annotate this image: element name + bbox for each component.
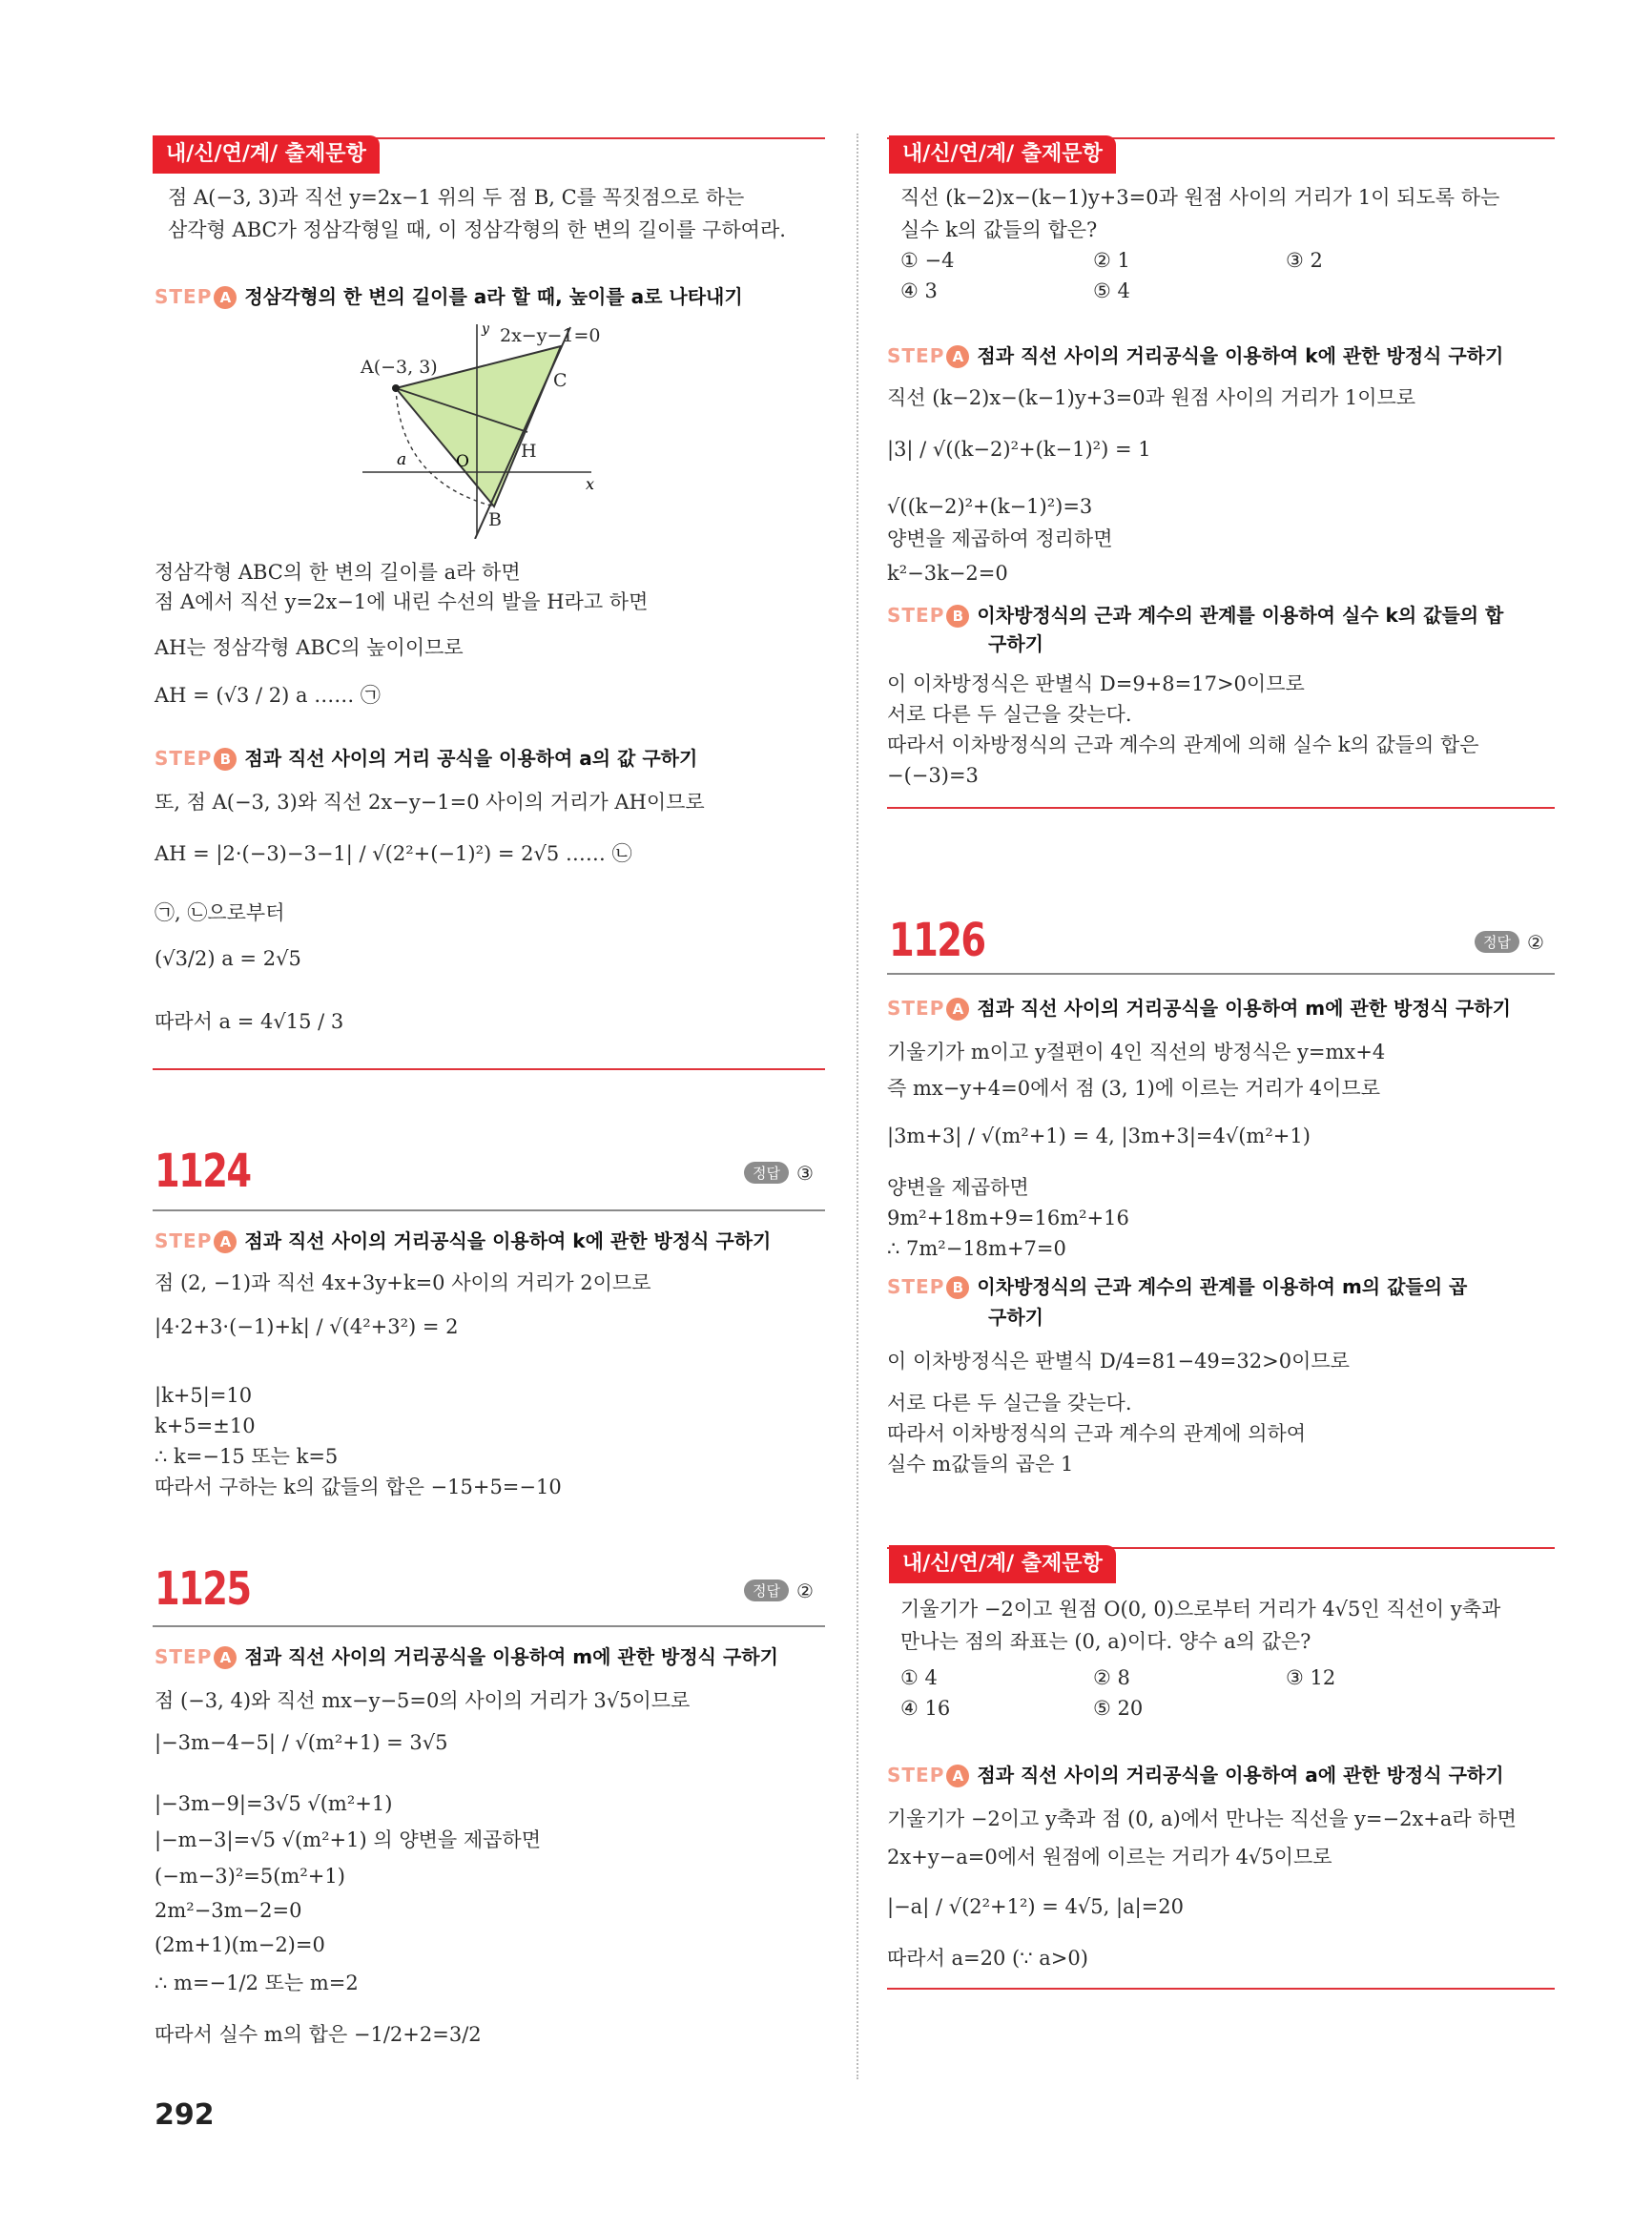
point-a bbox=[392, 384, 400, 392]
solution-text: AH = (√3 / 2) a …… ㉠ bbox=[155, 684, 381, 707]
problem-number: 1126 bbox=[889, 914, 985, 967]
solution-text: 점 (−3, 4)와 직선 mx−y−5=0의 사이의 거리가 3√5이므로 bbox=[155, 1689, 691, 1712]
figure-point-a-label: A(−3, 3) bbox=[361, 357, 438, 378]
answer-value: ② bbox=[1526, 931, 1544, 954]
solution-text: |4·2+3·(−1)+k| / √(4²+3²) = 2 bbox=[155, 1315, 459, 1338]
solution-text: 따라서 실수 m의 합은 −1/2+2=3/2 bbox=[155, 2023, 482, 2046]
choice: ③ 12 bbox=[1286, 1666, 1336, 1689]
solution-text: 2m²−3m−2=0 bbox=[155, 1899, 302, 1922]
step-label: STEP bbox=[887, 344, 945, 367]
answer-pill: 정답 bbox=[744, 1162, 789, 1184]
step-title: 점과 직선 사이의 거리공식을 이용하여 m에 관한 방정식 구하기 bbox=[244, 1645, 778, 1668]
section-tag: 내/신/연/계/ 출제문항 bbox=[153, 135, 380, 174]
solution-text: 서로 다른 두 실근을 갖는다. bbox=[887, 1392, 1132, 1414]
step-heading bbox=[155, 282, 743, 311]
step-circle: A bbox=[946, 998, 969, 1021]
step-title: 점과 직선 사이의 거리공식을 이용하여 a에 관한 방정식 구하기 bbox=[977, 1764, 1504, 1786]
answer-badge bbox=[744, 1580, 814, 1602]
choice: ① 4 bbox=[900, 1666, 938, 1689]
step-label: STEP bbox=[887, 1275, 945, 1298]
solution-text: (√3/2) a = 2√5 bbox=[155, 947, 301, 970]
section-end-rule bbox=[887, 1988, 1555, 1990]
x-axis-label: x bbox=[586, 475, 595, 493]
step-label: STEP bbox=[155, 1645, 213, 1668]
solution-text: (−m−3)²=5(m²+1) bbox=[155, 1865, 345, 1888]
solution-text: 따라서 구하는 k의 값들의 합은 −15+5=−10 bbox=[155, 1476, 562, 1498]
step-circle: B bbox=[946, 605, 969, 628]
solution-text: k+5=±10 bbox=[155, 1414, 256, 1437]
solution-text: |k+5|=10 bbox=[155, 1384, 253, 1407]
figure-point-b-label: B bbox=[488, 509, 502, 530]
figure-point-c-label: C bbox=[553, 370, 568, 391]
solution-text: √((k−2)²+(k−1)²)=3 bbox=[887, 495, 1093, 518]
choice: ③ 2 bbox=[1286, 249, 1323, 272]
choice: ④ 16 bbox=[900, 1697, 951, 1720]
step-circle: A bbox=[214, 1230, 237, 1253]
solution-text: −(−3)=3 bbox=[887, 764, 979, 787]
problem-rule bbox=[153, 1625, 825, 1627]
origin-label: O bbox=[456, 452, 469, 471]
answer-pill: 정답 bbox=[744, 1580, 789, 1601]
solution-text: 이 이차방정식은 판별식 D=9+8=17>0이므로 bbox=[887, 672, 1305, 695]
solution-text: 점 (2, −1)과 직선 4x+3y+k=0 사이의 거리가 2이므로 bbox=[155, 1271, 651, 1294]
step-title: 점과 직선 사이의 거리공식을 이용하여 k에 관한 방정식 구하기 bbox=[977, 344, 1504, 367]
solution-text: |−a| / √(2²+1²) = 4√5, |a|=20 bbox=[887, 1895, 1185, 1918]
answer-badge bbox=[744, 1162, 814, 1185]
step-heading bbox=[887, 994, 1511, 1022]
figure-eq-label: 2x−y−1=0 bbox=[500, 325, 601, 346]
step-heading bbox=[887, 1761, 1504, 1789]
question-text: 실수 k의 값들의 합은? bbox=[900, 218, 1098, 241]
step-circle: B bbox=[946, 1276, 969, 1299]
step-circle: B bbox=[214, 748, 237, 771]
solution-text: 점 A에서 직선 y=2x−1에 내린 수선의 발을 H라고 하면 bbox=[155, 590, 649, 613]
section-end-rule bbox=[887, 807, 1555, 809]
choice: ② 8 bbox=[1093, 1666, 1130, 1689]
step-title: 점과 직선 사이의 거리공식을 이용하여 m에 관한 방정식 구하기 bbox=[977, 997, 1511, 1020]
question-text: 점 A(−3, 3)과 직선 y=2x−1 위의 두 점 B, C를 꼭짓점으로 하는 bbox=[168, 186, 745, 209]
solution-text: 기울기가 m이고 y절편이 4인 직선의 방정식은 y=mx+4 bbox=[887, 1041, 1386, 1063]
section-tag: 내/신/연/계/ 출제문항 bbox=[889, 1545, 1116, 1583]
step-label: STEP bbox=[155, 747, 213, 770]
step-label: STEP bbox=[155, 285, 213, 308]
step-label: STEP bbox=[887, 997, 945, 1020]
step-label: STEP bbox=[887, 604, 945, 627]
solution-text: 즉 mx−y+4=0에서 점 (3, 1)에 이르는 거리가 4이므로 bbox=[887, 1077, 1381, 1100]
question-text: 만나는 점의 좌표는 (0, a)이다. 양수 a의 값은? bbox=[900, 1630, 1311, 1653]
solution-text: 9m²+18m+9=16m²+16 bbox=[887, 1207, 1129, 1229]
step-title-cont: 구하기 bbox=[988, 632, 1043, 655]
y-axis-label: y bbox=[482, 321, 489, 337]
solution-text: AH = |2·(−3)−3−1| / √(2²+(−1)²) = 2√5 …… ㉡ bbox=[155, 842, 632, 865]
question-text: 삼각형 ABC가 정삼각형일 때, 이 정삼각형의 한 변의 길이를 구하여라. bbox=[168, 218, 786, 241]
step-label: STEP bbox=[155, 1229, 213, 1252]
problem-rule bbox=[153, 1209, 825, 1211]
solution-text: |3m+3| / √(m²+1) = 4, |3m+3|=4√(m²+1) bbox=[887, 1125, 1311, 1147]
solution-text: 또, 점 A(−3, 3)와 직선 2x−y−1=0 사이의 거리가 AH이므로 bbox=[155, 791, 705, 814]
solution-text: |−3m−4−5| / √(m²+1) = 3√5 bbox=[155, 1731, 448, 1754]
step-heading bbox=[155, 1642, 778, 1671]
column-divider bbox=[857, 134, 858, 2079]
step-heading bbox=[887, 341, 1503, 370]
section-tag: 내/신/연/계/ 출제문항 bbox=[889, 135, 1116, 174]
step-title: 이차방정식의 근과 계수의 관계를 이용하여 실수 k의 값들의 합 bbox=[977, 604, 1504, 627]
solution-text: |−3m−9|=3√5 √(m²+1) bbox=[155, 1792, 393, 1815]
step-circle: A bbox=[214, 286, 237, 309]
choice: ④ 3 bbox=[900, 279, 938, 302]
solution-text: (2m+1)(m−2)=0 bbox=[155, 1933, 325, 1956]
side-label-a: a bbox=[397, 450, 407, 469]
problem-rule bbox=[887, 973, 1555, 975]
solution-text: 실수 m값들의 곱은 1 bbox=[887, 1453, 1074, 1476]
step-label: STEP bbox=[887, 1764, 945, 1786]
solution-text: k²−3k−2=0 bbox=[887, 562, 1008, 585]
solution-text: ∴ 7m²−18m+7=0 bbox=[887, 1237, 1066, 1260]
solution-text: 따라서 이차방정식의 근과 계수의 관계에 의해 실수 k의 값들의 합은 bbox=[887, 733, 1479, 756]
solution-text: 직선 (k−2)x−(k−1)y+3=0과 원점 사이의 거리가 1이므로 bbox=[887, 386, 1416, 409]
problem-number: 1124 bbox=[155, 1145, 251, 1198]
answer-badge bbox=[1475, 931, 1544, 954]
choice: ⑤ 4 bbox=[1093, 279, 1130, 302]
step-heading bbox=[155, 1227, 771, 1255]
problem-number: 1125 bbox=[155, 1562, 251, 1616]
solution-text: 양변을 제곱하여 정리하면 bbox=[887, 527, 1113, 550]
question-text: 기울기가 −2이고 원점 O(0, 0)으로부터 거리가 4√5인 직선이 y축과 bbox=[900, 1598, 1501, 1621]
step-circle: A bbox=[946, 345, 969, 368]
choice: ② 1 bbox=[1093, 249, 1130, 272]
solution-text: 이 이차방정식은 판별식 D/4=81−49=32>0이므로 bbox=[887, 1350, 1350, 1373]
choice: ① −4 bbox=[900, 249, 955, 272]
answer-value: ② bbox=[795, 1580, 814, 1602]
step-heading bbox=[887, 601, 1503, 630]
solution-text: ㉠, ㉡으로부터 bbox=[155, 901, 285, 924]
solution-text: 양변을 제곱하면 bbox=[887, 1176, 1029, 1199]
step-circle: A bbox=[946, 1765, 969, 1787]
section-end-rule bbox=[153, 1068, 825, 1070]
step-title: 점과 직선 사이의 거리공식을 이용하여 k에 관한 방정식 구하기 bbox=[244, 1229, 772, 1252]
figure-point-h-label: H bbox=[521, 441, 537, 462]
choice: ⑤ 20 bbox=[1093, 1697, 1144, 1720]
step-heading bbox=[887, 1272, 1467, 1301]
solution-text: |−m−3|=√5 √(m²+1) 의 양변을 제곱하면 bbox=[155, 1828, 541, 1851]
step-heading bbox=[155, 744, 697, 773]
question-text: 직선 (k−2)x−(k−1)y+3=0과 원점 사이의 거리가 1이 되도록 하는 bbox=[900, 186, 1500, 209]
solution-text: |3| / √((k−2)²+(k−1)²) = 1 bbox=[887, 438, 1151, 461]
step-title: 이차방정식의 근과 계수의 관계를 이용하여 m의 값들의 곱 bbox=[977, 1275, 1468, 1298]
solution-text: 따라서 a=20 (∵ a>0) bbox=[887, 1947, 1088, 1970]
step-title-cont: 구하기 bbox=[988, 1306, 1043, 1329]
solution-text: 따라서 이차방정식의 근과 계수의 관계에 의하여 bbox=[887, 1422, 1307, 1445]
solution-text: ∴ k=−15 또는 k=5 bbox=[155, 1445, 339, 1468]
answer-pill: 정답 bbox=[1475, 931, 1519, 953]
solution-text: 따라서 a = 4√15 / 3 bbox=[155, 1010, 344, 1033]
solution-text: ∴ m=−1/2 또는 m=2 bbox=[155, 1972, 359, 1994]
step-title: 점과 직선 사이의 거리 공식을 이용하여 a의 값 구하기 bbox=[244, 747, 698, 770]
page-number: 292 bbox=[155, 2098, 215, 2132]
solution-text: 서로 다른 두 실근을 갖는다. bbox=[887, 703, 1132, 726]
solution-text: 2x+y−a=0에서 원점에 이르는 거리가 4√5이므로 bbox=[887, 1846, 1332, 1869]
answer-value: ③ bbox=[795, 1162, 814, 1185]
step-title: 정삼각형의 한 변의 길이를 a라 할 때, 높이를 a로 나타내기 bbox=[244, 285, 743, 308]
solution-text: 기울기가 −2이고 y축과 점 (0, a)에서 만나는 직선을 y=−2x+a라 하면 bbox=[887, 1807, 1517, 1830]
solution-text: AH는 정삼각형 ABC의 높이이므로 bbox=[155, 636, 464, 659]
step-circle: A bbox=[214, 1646, 237, 1669]
solution-text: 정삼각형 ABC의 한 변의 길이를 a라 하면 bbox=[155, 561, 521, 584]
